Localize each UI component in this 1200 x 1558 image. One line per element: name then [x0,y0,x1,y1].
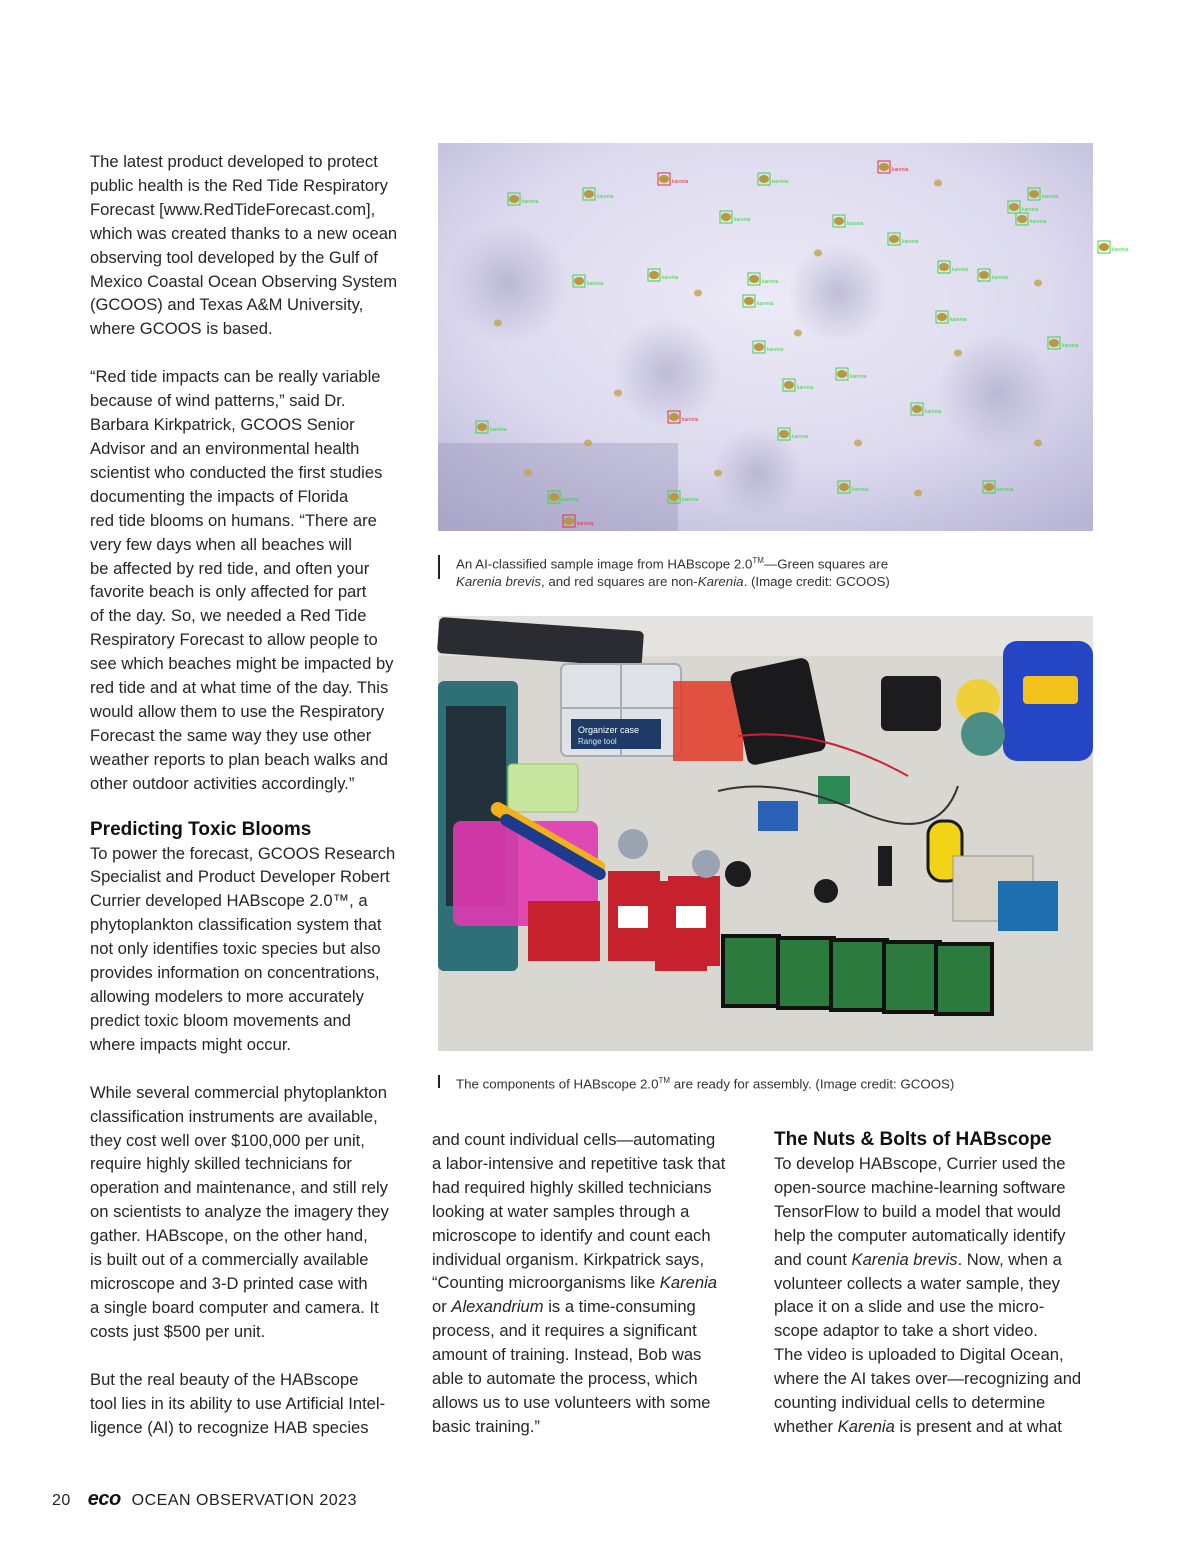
text-line: would allow them to use the Respiratory [90,701,385,721]
phytoplankton-cell [574,277,584,285]
detection-label: karenia [522,199,539,205]
species-name: Karenia brevis [851,1249,958,1269]
species-name: Karenia [697,574,744,590]
phytoplankton-cell [721,213,731,221]
text-line: Barbara Kirkpatrick, GCOOS Senior [90,415,355,435]
text-line: documenting the impacts of Florida [90,486,349,506]
text-line: Respiratory Forecast to allow people to [90,630,378,650]
blur-blot [448,223,568,343]
detection-label: karenia [682,497,699,503]
detection-label: karenia [757,301,774,307]
detection-label: karenia [672,179,689,185]
detection-label: karenia [577,521,594,527]
species-name: Karenia [837,1416,895,1436]
text-line: amount of training. Instead, Bob was [432,1345,702,1365]
lens-cap [725,861,751,887]
phytoplankton-cell [714,470,722,477]
text-line: and count individual cells—automating [432,1130,716,1149]
phytoplankton-cell [939,263,949,271]
detection-label: karenia [1112,247,1129,253]
paragraph-cost [90,1081,415,1344]
module-box [528,901,600,961]
detection-label: karenia [587,281,604,287]
soldering-dial [1023,676,1078,704]
phytoplankton-cell [584,190,594,198]
caption-line [456,552,1111,573]
green-box [508,764,578,812]
detection-label: karenia [950,317,967,323]
phytoplankton-cell [669,413,679,421]
text-line: require highly skilled technicians for [90,1154,352,1174]
phytoplankton-cell [477,423,487,431]
parts-bag [692,850,720,878]
caption-line [456,1072,1111,1093]
text-run: The components of HABscope 2.0 [456,1076,659,1092]
publication-title: OCEAN OBSERVATION 2023 [131,1492,357,1509]
text-line [774,1415,1104,1439]
detection-label: karenia [662,275,679,281]
detection-label: karenia [997,487,1014,493]
text-line: allows us to use volunteers with some [432,1392,711,1412]
text-line: open-source machine-learning software [774,1177,1066,1197]
phytoplankton-cell [779,430,789,438]
phytoplankton-cell [754,343,764,351]
text-line: Forecast [www.RedTideForecast.com], [90,199,376,219]
detection-label: karenia [682,417,699,423]
detection-label: karenia [850,374,867,380]
heading-nuts-and-bolts: The Nuts & Bolts of HABscope [774,1129,1052,1150]
text-line: public health is the Red Tide Respiratory [90,175,388,195]
text-line: favorite beach is only affected for part [90,582,367,602]
detection-label: karenia [792,434,809,440]
phytoplankton-cell [1034,440,1042,447]
text-line [432,1295,762,1319]
text-run: . (Image credit: GCOOS) [743,574,890,590]
text-line: looking at water samples through a [432,1201,690,1221]
barcode-label [676,906,706,928]
page-number: 20 [52,1492,71,1509]
detection-label: karenia [734,217,751,223]
phytoplankton-cell [614,390,622,397]
text-line: where the AI takes over—recognizing and [774,1369,1082,1389]
text-line: is built out of a commercially available [90,1250,369,1270]
detection-label: karenia [797,385,814,391]
text-line: because of wind patterns,” said Dr. [90,391,346,411]
text-line: process, and it requires a significant [432,1321,697,1341]
phytoplankton-cell [1029,190,1039,198]
components-photo [438,616,1093,1051]
text-line: help the computer automatically identify [774,1225,1066,1245]
detection-label: karenia [852,487,869,493]
text-line: Mexico Coastal Ocean Observing System [90,271,398,291]
text-line: But the real beauty of the HABscope [90,1369,359,1389]
phytoplankton-cell [659,175,669,183]
detection-label: karenia [902,239,919,245]
text-line: allowing modelers to more accurately [90,987,364,1006]
text-run: is present and at what [894,1416,1062,1436]
text-line: on scientists to analyze the imagery they [90,1202,389,1222]
text-line: had required highly skilled technicians [432,1177,712,1197]
detection-label: karenia [1022,207,1039,213]
text-line: provides information on concentrations, [90,963,380,983]
text-line: red tide and at what time of the day. This [90,678,389,698]
phytoplankton-cell [1034,280,1042,287]
text-line: “Red tide impacts can be really variable [90,367,381,387]
phytoplankton-cell [564,517,574,525]
text-line: costs just $500 per unit. [90,1321,266,1341]
text-line: To develop HABscope, Currier used the [774,1154,1066,1173]
text-line: which was created thanks to a new ocean [90,223,398,243]
arduino-board [998,881,1058,931]
heading-predicting-toxic-blooms: Predicting Toxic Blooms [90,818,312,840]
figure1-caption [438,552,1111,591]
text-line: individual organism. Kirkpatrick says, [432,1249,705,1269]
detection-label: karenia [762,279,779,285]
raspberry-pi [831,940,887,1010]
phytoplankton-cell [1017,215,1027,223]
text-run: —Green squares are [763,556,889,572]
detection-label: karenia [992,275,1009,281]
page-footer [52,1488,357,1511]
phytoplankton-cell [549,493,559,501]
text-line: a labor-intensive and repetitive task that [432,1153,726,1173]
text-line: not only identifies toxic species but also [90,939,381,959]
text-line: (GCOOS) and Texas A&M University, [90,295,364,315]
phytoplankton-cell [749,275,759,283]
text-line: The video is uploaded to Digital Ocean, [774,1345,1064,1365]
phytoplankton-cell [744,297,754,305]
raspberry-pi [884,942,940,1012]
detection-label: karenia [490,427,507,433]
text-line: phytoplankton classification system that [90,915,382,935]
text-line: red tide blooms on humans. “There are [90,510,377,530]
figure2-caption [438,1072,1111,1093]
species-name: Alexandrium [451,1297,544,1317]
detection-label: karenia [1030,219,1047,225]
text-line: of the day. So, we needed a Red Tide [90,606,367,626]
text-line: Forecast the same way they use other [90,725,372,745]
components-photo-graphic [438,616,1093,1051]
column-right [774,1128,1104,1439]
raspberry-pi [778,938,834,1008]
text-line: While several commercial phytoplankton [90,1082,387,1102]
text-line: microscope and 3-D printed case with [90,1273,368,1293]
column-left [90,150,415,1463]
column-middle [432,1128,762,1439]
pi-pico [878,846,892,886]
text-line: The latest product developed to protect [90,152,378,171]
microscope-shadow [438,443,678,531]
circuit-board [818,776,850,804]
phytoplankton-cell [1049,339,1059,347]
text-line: a single board computer and camera. It [90,1297,379,1317]
circuit-board [758,801,798,831]
text-line: observing tool developed by the Gulf of [90,247,378,267]
text-line: To power the forecast, GCOOS Research [90,843,396,863]
text-line: Specialist and Product Developer Robert [90,867,390,887]
paragraph-quote [90,365,415,795]
phytoplankton-cell [694,290,702,297]
text-line: Advisor and an environmental health [90,438,360,458]
text-line: very few days when all beaches will [90,534,352,554]
paragraph-ai [90,1368,415,1440]
phytoplankton-cell [837,370,847,378]
blur-blot [713,428,803,518]
text-run: , and red squares are non- [541,574,698,590]
barcode-label [618,906,648,928]
eco-logo: eco [87,1488,121,1510]
phytoplankton-cell [934,180,942,187]
text-line: they cost well over $100,000 per unit, [90,1130,365,1150]
raspberry-pi [936,944,992,1014]
text-run: is a time-consuming [543,1297,696,1317]
box-sub-label: Range tool [578,737,617,746]
text-line [774,1248,1104,1272]
phytoplankton-cell [854,440,862,447]
detection-label: karenia [847,221,864,227]
detection-label: karenia [892,167,909,173]
text-run: are ready for assembly. (Image credit: GCOOS) [670,1076,955,1092]
paragraph-habscope [90,842,415,1057]
parts-bag [618,829,648,859]
text-run: or [432,1297,452,1317]
phytoplankton-cell [584,440,592,447]
detection-label: karenia [772,179,789,185]
species-name: Karenia brevis [456,574,541,590]
text-line: where impacts might occur. [90,1034,292,1054]
phytoplankton-cell [834,217,844,225]
detection-label: karenia [767,347,784,353]
box-label: Organizer case [578,725,640,735]
text-run: An AI-classified sample image from HABscope 2.0 [456,556,753,572]
phytoplankton-cell [954,350,962,357]
red-components [673,681,743,761]
text-line: counting individual cells to determine [774,1393,1046,1413]
phytoplankton-cell [889,235,899,243]
text-line: microscope to identify and count each [432,1225,711,1245]
phytoplankton-cell [759,175,769,183]
text-line: place it on a slide and use the micro- [774,1297,1045,1317]
phytoplankton-cell [1099,243,1109,251]
phytoplankton-cell [979,271,989,279]
paragraph-intro [90,150,415,341]
phytoplankton-cell [984,483,994,491]
text-line: other outdoor activities accordingly.” [90,773,355,793]
trademark: TM [752,556,764,565]
phytoplankton-cell [839,483,849,491]
text-line: Currier developed HABscope 2.0™, a [90,891,368,911]
phytoplankton-cell [814,250,822,257]
phytoplankton-cell [494,320,502,327]
phytoplankton-cell [509,195,519,203]
caption-line [456,573,1111,591]
text-line: volunteer collects a water sample, they [774,1273,1060,1293]
species-name: Karenia [659,1273,717,1293]
phytoplankton-cell [669,493,679,501]
phytoplankton-cell [937,313,947,321]
phytoplankton-cell [784,381,794,389]
text-line: scientist who conducted the first studies [90,462,383,482]
text-run: . Now, when a [957,1249,1062,1269]
text-line: basic training.” [432,1416,540,1436]
text-line: where GCOOS is based. [90,319,273,339]
text-run: whether [774,1416,838,1436]
phytoplankton-cell [1009,203,1019,211]
microscope-image [438,143,1129,531]
detection-label: karenia [925,409,942,415]
phytoplankton-cell [524,470,532,477]
detection-label: karenia [562,497,579,503]
text-line: predict toxic bloom movements and [90,1010,352,1030]
text-line: able to automate the process, which [432,1369,698,1389]
text-line: TensorFlow to build a model that would [774,1201,1061,1221]
text-line: tool lies in its ability to use Artificial Intel- [90,1393,386,1413]
phytoplankton-cell [649,271,659,279]
detection-label: karenia [952,267,969,273]
detection-label: karenia [1062,343,1079,349]
text-line: operation and maintenance, and still rely [90,1178,388,1198]
sponge [961,712,1005,756]
phytoplankton-cell [794,330,802,337]
text-line: ligence (AI) to recognize HAB species [90,1417,369,1437]
text-line: be affected by red tide, and often your [90,558,370,578]
phytoplankton-cell [914,490,922,497]
blur-blot [788,243,888,343]
phytoplankton-cell [912,405,922,413]
microscope-image-graphic [438,143,1129,531]
detection-label: karenia [1042,194,1059,200]
raspberry-pi [723,936,779,1006]
camera-enclosure [881,676,941,731]
text-line [432,1271,762,1295]
detection-label: karenia [597,194,614,200]
phytoplankton-cell [879,163,889,171]
text-line: gather. HABscope, on the other hand, [90,1226,368,1246]
text-line: classification instruments are available, [90,1106,378,1126]
lens-cap [814,879,838,903]
text-run: and count [774,1249,852,1269]
text-line: weather reports to plan beach walks and [90,749,388,769]
trademark: TM [658,1076,671,1085]
text-line: scope adaptor to take a short video. [774,1321,1038,1341]
text-run: “Counting microorganisms like [432,1273,660,1293]
text-line: see which beaches might be impacted by [90,654,394,674]
